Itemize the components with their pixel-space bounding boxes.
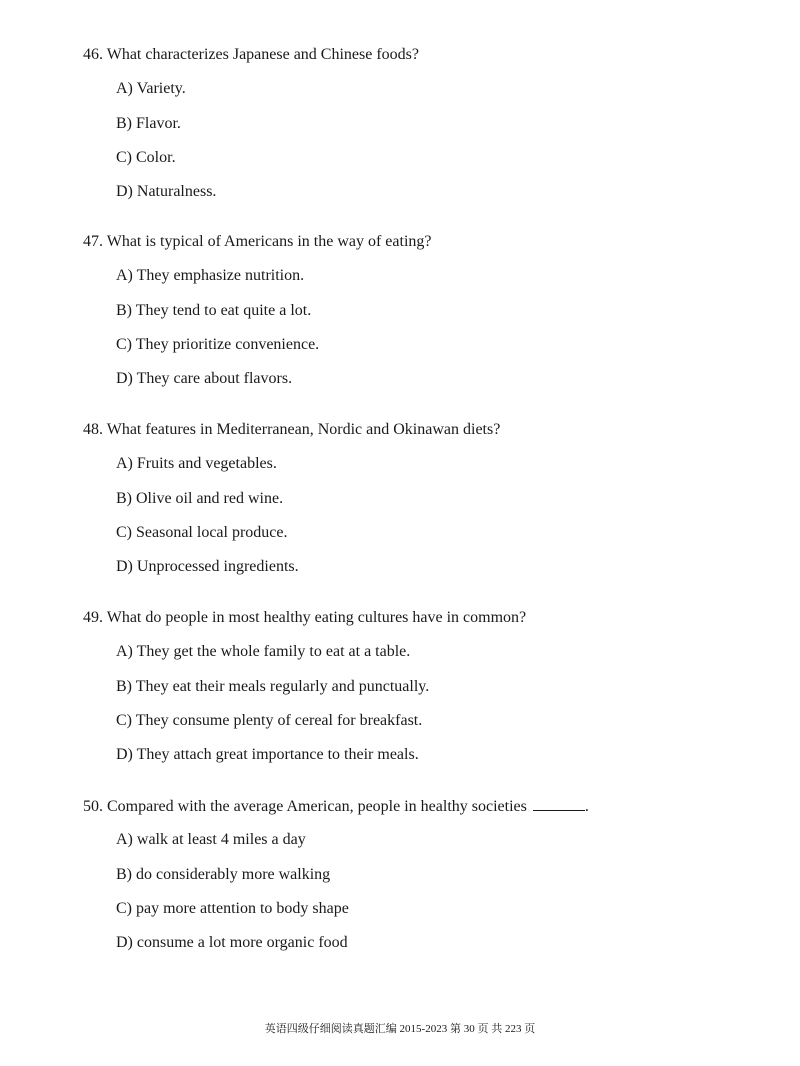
option-c: C) pay more attention to body shape: [116, 899, 349, 917]
question-stem: 46. What characterizes Japanese and Chinese foods?: [83, 46, 420, 63]
question-49: [83, 608, 763, 765]
option-d: D) They care about flavors.: [116, 370, 293, 388]
footer-text: 英语四级仔细阅读真题汇编 2015-2023 第 30 页 共 223 页: [264, 1023, 536, 1035]
question-stem: 48. What features in Mediterranean, Nordic and Okinawan diets?: [83, 421, 501, 438]
question-46: [83, 45, 763, 202]
option-b: B) do considerably more walking: [116, 865, 331, 883]
question-stem-row: [83, 796, 763, 816]
option-d: D) Naturalness.: [116, 183, 217, 201]
option-b: B) They tend to eat quite a lot.: [116, 301, 312, 319]
question-50: [83, 796, 763, 953]
option-a: A) Variety.: [116, 80, 186, 98]
question-stem-end: .: [584, 798, 589, 815]
option-a: A) They get the whole family to eat at a table.: [116, 643, 411, 661]
option-b: B) They eat their meals regularly and punctually.: [116, 677, 430, 695]
question-48: [83, 420, 763, 577]
option-c: C) Seasonal local produce.: [116, 523, 288, 541]
answer-blank: [533, 796, 585, 811]
option-c: C) Color.: [116, 148, 176, 166]
question-stem: 50. Compared with the average American, people in healthy societies: [83, 798, 527, 815]
option-d: D) They attach great importance to their meals.: [116, 746, 419, 764]
option-a: A) Fruits and vegetables.: [116, 455, 277, 473]
question-stem: 47. What is typical of Americans in the way of eating?: [83, 233, 432, 250]
option-a: A) walk at least 4 miles a day: [116, 831, 306, 849]
option-b: B) Olive oil and red wine.: [116, 489, 284, 507]
option-d: D) Unprocessed ingredients.: [116, 558, 299, 576]
option-c: C) They prioritize convenience.: [116, 335, 320, 353]
option-a: A) They emphasize nutrition.: [116, 267, 305, 285]
option-d: D) consume a lot more organic food: [116, 934, 348, 952]
question-47: [83, 232, 763, 389]
page-footer: [0, 1022, 800, 1036]
option-c: C) They consume plenty of cereal for breakfast.: [116, 711, 423, 729]
question-stem: 49. What do people in most healthy eating cultures have in common?: [83, 609, 527, 626]
option-b: B) Flavor.: [116, 114, 181, 132]
